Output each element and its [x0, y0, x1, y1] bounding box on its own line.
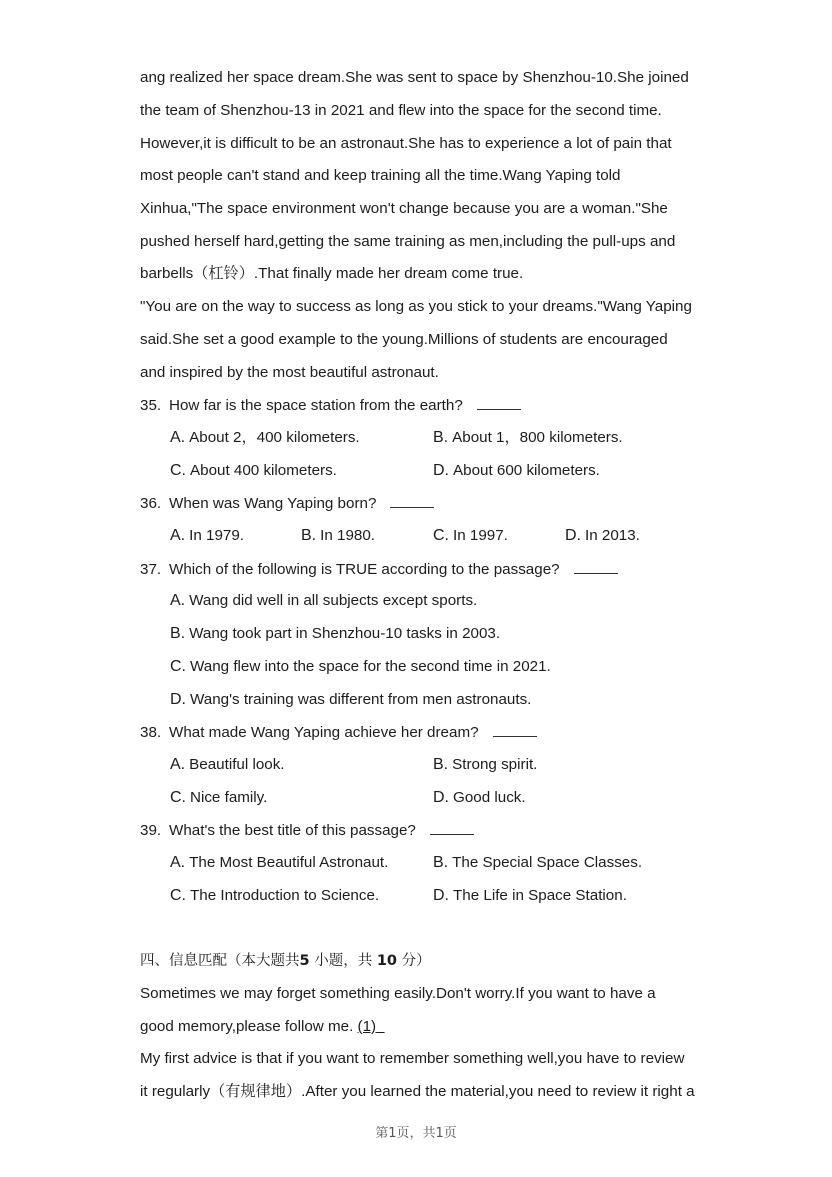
section-text-line: good memory,please follow me. (1) [140, 1018, 377, 1035]
passage-line: barbells（杠铃）.That finally made her dream come true. [140, 265, 524, 282]
option-c[interactable]: C. The Introduction to Science. [170, 887, 380, 904]
option-a[interactable]: A. About 2，400 kilometers. [170, 429, 360, 446]
question-number: 37. [140, 561, 162, 578]
option-d[interactable]: D. Wang's training was different from men astronauts. [170, 691, 532, 708]
question-36 [140, 493, 434, 514]
option-c[interactable]: C. Nice family. [170, 789, 268, 806]
section-text-line: it regularly（有规律地）.After you learned the material,you need to review it right a [140, 1083, 695, 1100]
question-number: 35. [140, 397, 162, 414]
option-a[interactable]: A. In 1979. [170, 527, 245, 544]
option-d[interactable]: D. The Life in Space Station. [433, 887, 627, 904]
option-a[interactable]: A. Wang did well in all subjects except sports. [170, 592, 478, 609]
section-text-line: Sometimes we may forget something easily.Don't worry.If you want to have a [140, 985, 656, 1002]
question-39 [140, 820, 474, 841]
question-37 [140, 559, 618, 580]
passage-line: and inspired by the most beautiful astronaut. [140, 364, 439, 381]
section-text-line: My first advice is that if you want to remember something well,you have to review [140, 1050, 685, 1067]
passage-line: pushed herself hard,getting the same training as men,including the pull-ups and [140, 233, 676, 250]
option-b[interactable]: B. About 1，800 kilometers. [433, 429, 623, 446]
question-number: 39. [140, 822, 162, 839]
question-text: How far is the space station from the earth? [169, 397, 463, 414]
answer-blank[interactable] [430, 820, 474, 835]
option-c[interactable]: C. Wang flew into the space for the second time in 2021. [170, 658, 551, 675]
question-text: What made Wang Yaping achieve her dream? [169, 724, 479, 741]
option-b[interactable]: B. Strong spirit. [433, 756, 538, 773]
answer-blank[interactable] [574, 559, 618, 574]
passage-line: ang realized her space dream.She was sent to space by Shenzhou-10.She joined [140, 69, 689, 86]
option-b[interactable]: B. The Special Space Classes. [433, 854, 643, 871]
question-text: What's the best title of this passage? [169, 822, 416, 839]
passage-line: However,it is difficult to be an astronaut.She has to experience a lot of pain that [140, 135, 672, 152]
page-footer: 第1页，共1页 [375, 1126, 457, 1141]
option-d[interactable]: D. Good luck. [433, 789, 526, 806]
passage-line: most people can't stand and keep training all the time.Wang Yaping told [140, 167, 621, 184]
question-text: Which of the following is TRUE according to the passage? [169, 561, 560, 578]
question-number: 36. [140, 495, 162, 512]
passage-line: Xinhua,"The space environment won't change because you are a woman."She [140, 200, 668, 217]
option-c[interactable]: C. In 1997. [433, 527, 508, 544]
passage-line: the team of Shenzhou-13 in 2021 and flew into the space for the second time. [140, 102, 662, 119]
question-text: When was Wang Yaping born? [169, 495, 377, 512]
question-38 [140, 722, 537, 743]
passage-line: "You are on the way to success as long as you stick to your dreams."Wang Yaping [140, 298, 692, 315]
section-heading: 四、信息匹配（本大题共5 小题，共 10 分） [140, 953, 431, 969]
option-d[interactable]: D. In 2013. [565, 527, 640, 544]
question-number: 38. [140, 724, 162, 741]
option-a[interactable]: A. The Most Beautiful Astronaut. [170, 854, 389, 871]
passage-line: said.She set a good example to the young.Millions of students are encouraged [140, 331, 668, 348]
option-b[interactable]: B. Wang took part in Shenzhou-10 tasks in 2003. [170, 625, 501, 642]
option-c[interactable]: C. About 400 kilometers. [170, 462, 337, 479]
option-d[interactable]: D. About 600 kilometers. [433, 462, 600, 479]
option-b[interactable]: B. In 1980. [301, 527, 376, 544]
option-a[interactable]: A. Beautiful look. [170, 756, 285, 773]
answer-blank[interactable] [493, 722, 537, 737]
blank-1[interactable]: (1) [357, 1018, 377, 1035]
answer-blank[interactable] [390, 493, 434, 508]
question-35 [140, 395, 521, 416]
answer-blank[interactable] [477, 395, 521, 410]
